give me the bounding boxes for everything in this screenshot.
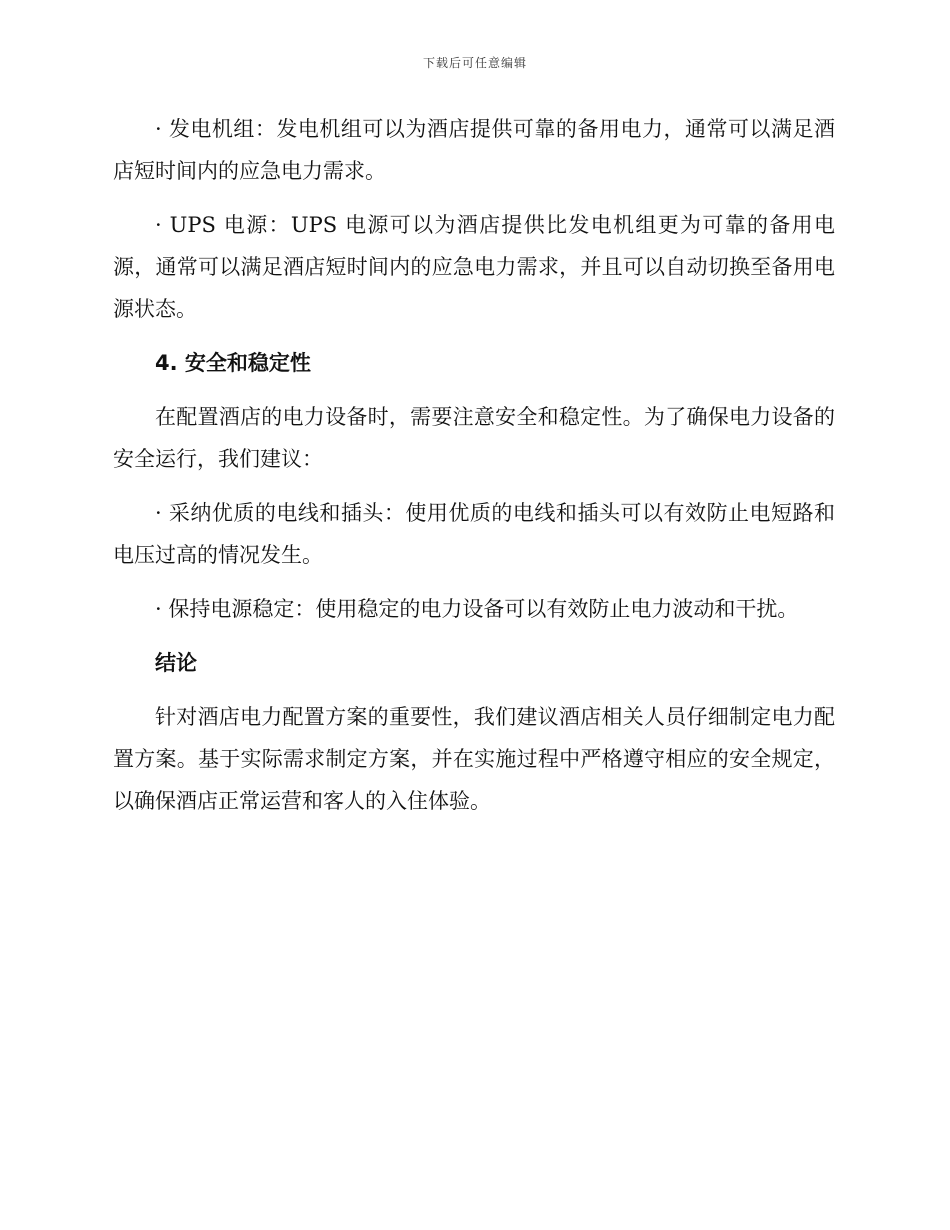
page-header: 下载后可任意编辑 [422, 56, 527, 70]
paragraph-ups: · UPS 电源：UPS 电源可以为酒店提供比发电机组更为可靠的备用电源，通常可以满足酒店短时间内的应急电力需求，并且可以自动切换至备用电源状态。 [113, 213, 835, 321]
paragraph-wires-plugs: · 采纳优质的电线和插头：使用优质的电线和插头可以有效防止电短路和电压过高的情况发生。 [113, 501, 835, 567]
section-heading-safety: 4. 安全和稳定性 [155, 351, 311, 375]
section-heading-conclusion: 结论 [155, 651, 197, 675]
paragraph-generator: · 发电机组：发电机组可以为酒店提供可靠的备用电力，通常可以满足酒店短时间内的应急电力需求。 [113, 117, 835, 183]
paragraph-conclusion: 针对酒店电力配置方案的重要性，我们建议酒店相关人员仔细制定电力配置方案。基于实际需求制定方案，并在实施过程中严格遵守相应的安全规定，以确保酒店正常运营和客人的入住体验。 [113, 705, 835, 813]
document-body [113, 108, 835, 834]
paragraph-safety-intro: 在配置酒店的电力设备时，需要注意安全和稳定性。为了确保电力设备的安全运行，我们建议： [113, 405, 835, 471]
paragraph-power-stable: · 保持电源稳定：使用稳定的电力设备可以有效防止电力波动和干扰。 [155, 597, 799, 621]
